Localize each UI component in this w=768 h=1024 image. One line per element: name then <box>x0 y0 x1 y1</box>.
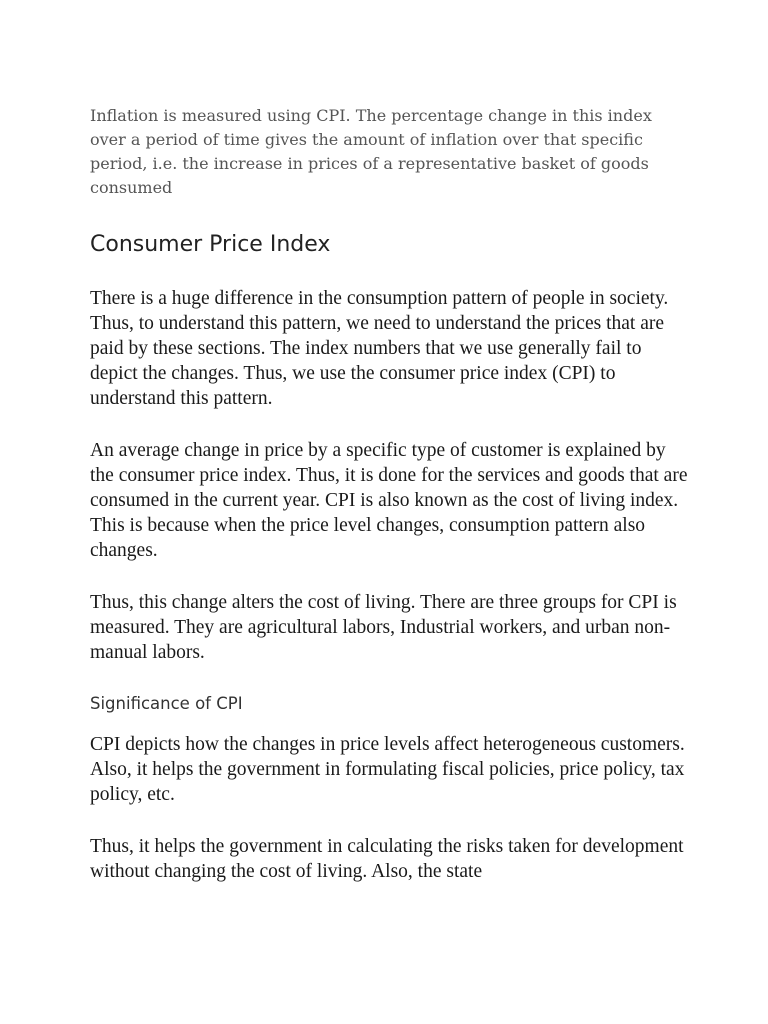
intro-paragraph: Inflation is measured using CPI. The percentage change in this index over a period of time gives the amount of inflation over that specific period, i.e. the increase in prices of a representative basket of goods consumed <box>90 106 652 197</box>
section-title: Consumer Price Index <box>90 232 331 257</box>
body-paragraph: There is a huge difference in the consumption pattern of people in society. Thus, to understand this pattern, we need to understand the prices that are paid by these sections. The index numbers that we use generally fail to depict the changes. Thus, we use the consumer price index (CPI) to understand this pattern. <box>90 288 669 409</box>
body-paragraph: CPI depicts how the changes in price levels affect heterogeneous customers. Also, it helps the government in formulating fiscal policies, price policy, tax policy, etc. <box>90 734 685 805</box>
body-paragraph: An average change in price by a specific type of customer is explained by the consumer price index. Thus, it is done for the services and goods that are consumed in the current year. CPI is also known as the cost of living index. This is because when the price level changes, consumption pattern also changes. <box>90 440 688 561</box>
body-paragraph: Thus, it helps the government in calculating the risks taken for development without changing the cost of living. Also, the state <box>90 836 684 882</box>
subsection-title: Significance of CPI <box>90 694 243 713</box>
body-paragraph: Thus, this change alters the cost of living. There are three groups for CPI is measured. They are agricultural labors, Industrial workers, and urban non-manual labors. <box>90 592 677 663</box>
